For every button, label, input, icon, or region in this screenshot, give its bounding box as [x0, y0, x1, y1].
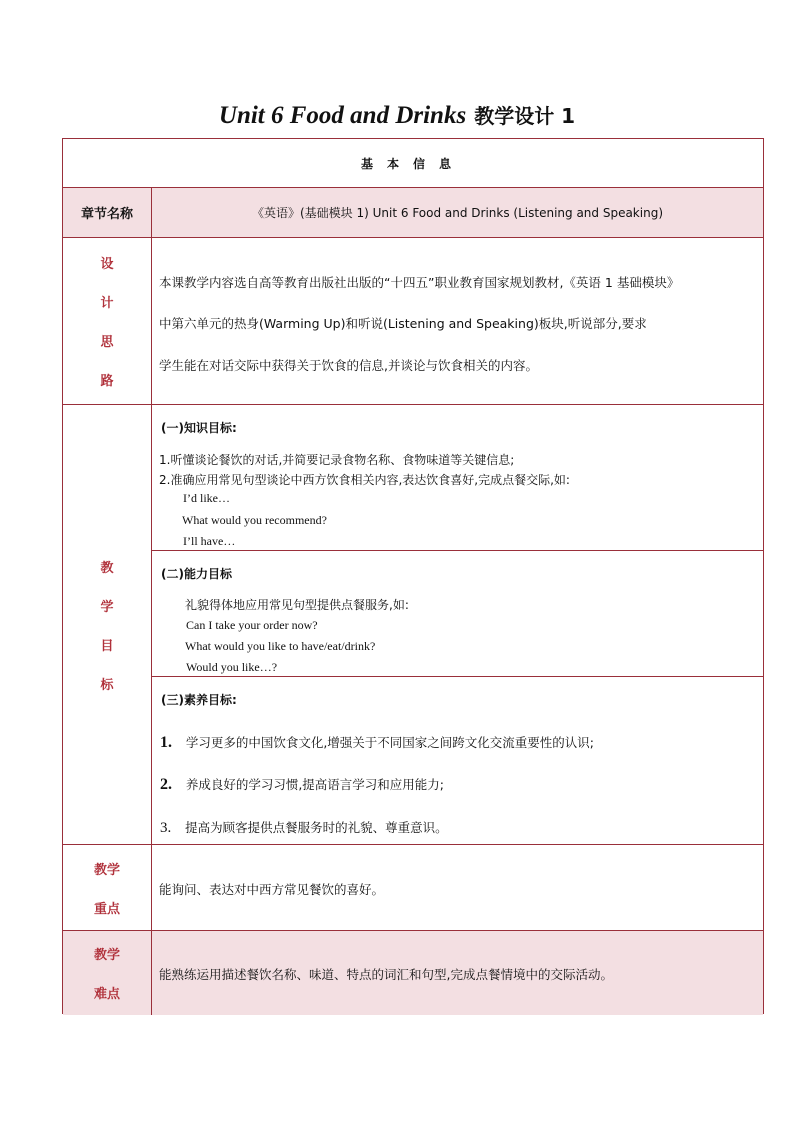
- title-chinese: 教学设计 1: [474, 104, 576, 128]
- key-points-row: [63, 845, 763, 931]
- knowledge-item: 2.准确应用常见句型谈论中西方饮食相关内容,表达饮食喜好,完成点餐交际,如:: [159, 473, 570, 487]
- literacy-item: [160, 818, 448, 837]
- basic-info-header: 基本信息: [360, 156, 465, 171]
- ability-intro: 礼貌得体地应用常见句型提供点餐服务,如:: [185, 598, 409, 612]
- literacy-item-text: 学习更多的中国饮食文化,增强关于不同国家之间跨文化交流重要性的认识;: [185, 735, 595, 750]
- literacy-section: [152, 677, 763, 845]
- basic-info-row: [63, 139, 763, 188]
- literacy-item-text: 提高为顾客提供点餐服务时的礼貌、尊重意识。: [185, 820, 448, 835]
- literacy-item: [160, 775, 444, 794]
- key-points-text: 能询问、表达对中西方常见餐饮的喜好。: [159, 882, 385, 897]
- ability-example: What would you like to have/eat/drink?: [185, 639, 376, 653]
- chapter-cell: [152, 188, 763, 237]
- ability-example: Would you like…?: [186, 660, 278, 674]
- design-label-char: 路: [100, 374, 114, 389]
- literacy-item-number: 1.: [160, 734, 172, 751]
- literacy-item-number: 2.: [160, 776, 172, 793]
- knowledge-example: I’ll have…: [183, 534, 236, 548]
- design-row: [63, 238, 763, 405]
- design-cell: [152, 238, 763, 404]
- chapter-row: [63, 188, 763, 238]
- chapter-label: 章节名称: [63, 188, 152, 237]
- key-points-cell: [152, 845, 763, 930]
- design-label: [63, 238, 152, 404]
- ability-heading: (二)能力目标: [161, 567, 232, 581]
- difficulties-row: [63, 931, 763, 1015]
- difficulties-label: [63, 931, 152, 1015]
- knowledge-example: What would you recommend?: [182, 513, 327, 527]
- objectives-row: [63, 405, 763, 845]
- key-points-label-part: 教学: [93, 862, 120, 878]
- chapter-value: 《英语》(基础模块 1) Unit 6 Food and Drinks (Listening and Speaking): [252, 206, 663, 220]
- objectives-label-char: 学: [100, 599, 114, 615]
- knowledge-section: [152, 405, 763, 551]
- difficulties-cell: [152, 931, 763, 1015]
- document-title: [0, 100, 794, 130]
- key-points-label: [63, 845, 152, 930]
- objectives-cell: [152, 405, 763, 844]
- difficulties-text: 能熟练运用描述餐饮名称、味道、特点的词汇和句型,完成点餐情境中的交际活动。: [159, 967, 613, 982]
- knowledge-heading: (一)知识目标:: [161, 421, 237, 435]
- literacy-heading: (三)素养目标:: [161, 693, 237, 707]
- objectives-label-char: 标: [100, 677, 114, 693]
- knowledge-item: 1.听懂谈论餐饮的对话,并简要记录食物名称、食物味道等关键信息;: [159, 453, 515, 467]
- objectives-label: [63, 405, 152, 844]
- literacy-item: [160, 733, 594, 752]
- ability-example: Can I take your order now?: [186, 618, 318, 632]
- design-line: 中第六单元的热身(Warming Up)和听说(Listening and Speaking)板块,听说部分,要求: [159, 316, 647, 331]
- design-line: 本课教学内容选自高等教育出版社出版的“十四五”职业教育国家规划教材,《英语 1 基础模块》: [159, 275, 680, 290]
- knowledge-example: I’d like…: [183, 491, 230, 505]
- lesson-plan-table: [62, 138, 764, 1014]
- difficulties-label-part: 难点: [93, 987, 120, 1002]
- ability-section: [152, 551, 763, 677]
- objectives-label-char: 教: [100, 560, 114, 576]
- literacy-item-number: 3.: [160, 820, 172, 836]
- title-english: Unit 6 Food and Drinks: [218, 102, 467, 129]
- difficulties-label-part: 教学: [93, 948, 120, 963]
- objectives-label-char: 目: [100, 638, 114, 654]
- design-label-char: 思: [100, 335, 114, 350]
- key-points-label-part: 重点: [93, 901, 120, 917]
- literacy-item-text: 养成良好的学习习惯,提高语言学习和应用能力;: [185, 777, 445, 792]
- design-label-char: 设: [100, 257, 114, 272]
- design-line: 学生能在对话交际中获得关于饮食的信息,并谈论与饮食相关的内容。: [159, 358, 538, 373]
- design-label-char: 计: [100, 296, 114, 311]
